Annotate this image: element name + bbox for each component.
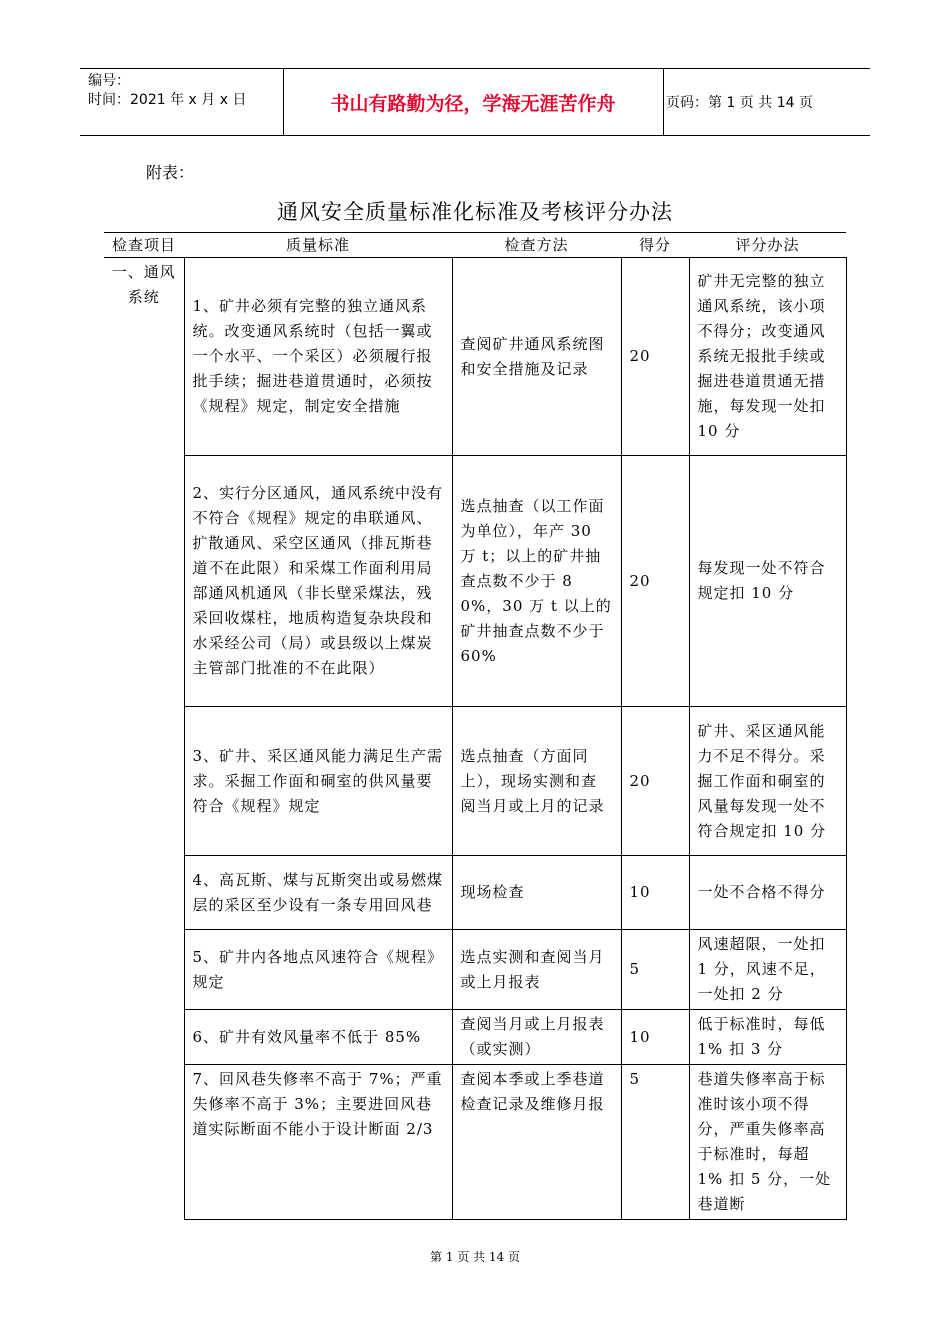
header-divider: [663, 68, 664, 136]
scoring-cell: 巷道失修率高于标准时该小项不得分，严重失修率高于标准时，每超 1% 扣 5 分，一处巷道断: [689, 1065, 846, 1220]
score-cell: 20: [621, 707, 689, 856]
attachment-label: 附表：: [146, 163, 195, 182]
header-meta: [88, 72, 246, 110]
header-motto: 书山有路勤为径，学海无涯苦作舟: [330, 92, 616, 115]
scoring-cell: 矿井、采区通风能力不足不得分。采掘工作面和硐室的风量每发现一处不符合规定扣 10 分: [689, 707, 846, 856]
number-label: 编号：: [88, 73, 130, 89]
score-cell: 5: [621, 930, 689, 1010]
header-page-info: 页码：第 1 页 共 14 页: [666, 95, 813, 111]
header-quality-standard: 质量标准: [184, 233, 452, 258]
score-cell: 20: [621, 456, 689, 707]
table-row: [104, 1065, 846, 1220]
score-cell: 20: [621, 258, 689, 456]
method-cell: 查阅本季或上季巷道检查记录及维修月报: [452, 1065, 621, 1220]
table-row: [104, 930, 846, 1010]
document-title: 通风安全质量标准化标准及考核评分办法: [277, 200, 673, 224]
table-row: [104, 456, 846, 707]
method-cell: 选点抽查（方面同上），现场实测和查阅当月或上月的记录: [452, 707, 621, 856]
table-row: [104, 856, 846, 930]
scoring-cell: 每发现一处不符合规定扣 10 分: [689, 456, 846, 707]
method-cell: 选点实测和查阅当月或上月报表: [452, 930, 621, 1010]
score-cell: 10: [621, 1010, 689, 1065]
table-row: [104, 707, 846, 856]
standards-table: [104, 232, 847, 1220]
scoring-cell: 风速超限，一处扣 1 分，风速不足，一处扣 2 分: [689, 930, 846, 1010]
method-cell: 查阅当月或上月报表（或实测）: [452, 1010, 621, 1065]
standard-cell: 6、矿井有效风量率不低于 85%: [184, 1010, 452, 1065]
method-cell: 选点抽查（以工作面为单位），年产 30 万 t；以上的矿井抽查点数不少于 80%，30 万 t 以上的矿井抽查点数不少于 60%: [452, 456, 621, 707]
time-label: 时间：2021 年 x 月 x 日: [88, 92, 247, 108]
table-row: [104, 258, 846, 456]
method-cell: 查阅矿井通风系统图和安全措施及记录: [452, 258, 621, 456]
standard-cell: 4、高瓦斯、煤与瓦斯突出或易燃煤层的采区至少设有一条专用回风巷: [184, 856, 452, 930]
standard-cell: 7、回风巷失修率不高于 7%；严重失修率不高于 3%；主要进回风巷道实际断面不能小于设计断面 2/3: [184, 1065, 452, 1220]
header-check-item: 检查项目: [104, 233, 184, 258]
scoring-cell: 矿井无完整的独立通风系统，该小项不得分；改变通风系统无报批手续或掘进巷道贯通无措施，每发现一处扣 10 分: [689, 258, 846, 456]
scoring-cell: 低于标准时，每低 1% 扣 3 分: [689, 1010, 846, 1065]
standard-cell: 5、矿井内各地点风速符合《规程》规定: [184, 930, 452, 1010]
standard-cell: 3、矿井、采区通风能力满足生产需求。采掘工作面和硐室的供风量要符合《规程》规定: [184, 707, 452, 856]
header-check-method: 检查方法: [452, 233, 621, 258]
page-footer: 第 1 页 共 14 页: [430, 1250, 520, 1264]
score-cell: 10: [621, 856, 689, 930]
standard-cell: 2、实行分区通风，通风系统中没有不符合《规程》规定的串联通风、扩散通风、采空区通风（排瓦斯巷道不在此限）和采煤工作面利用局部通风机通风（非长壁采煤法，残采回收煤柱，地质构造复杂块段和水采经公司（局）或县级以上煤炭主管部门批准的不在此限）: [184, 456, 452, 707]
score-cell: 5: [621, 1065, 689, 1220]
category-cell: 一、通风系统: [104, 258, 184, 1220]
table-header-row: [104, 233, 846, 258]
header-score: 得分: [621, 233, 689, 258]
page-header: [80, 68, 870, 136]
scoring-cell: 一处不合格不得分: [689, 856, 846, 930]
header-scoring-method: 评分办法: [689, 233, 846, 258]
method-cell: 现场检查: [452, 856, 621, 930]
table-row: [104, 1010, 846, 1065]
standard-cell: 1、矿井必须有完整的独立通风系统。改变通风系统时（包括一翼或一个水平、一个采区）必须履行报批手续；掘进巷道贯通时，必须按《规程》规定，制定安全措施: [184, 258, 452, 456]
